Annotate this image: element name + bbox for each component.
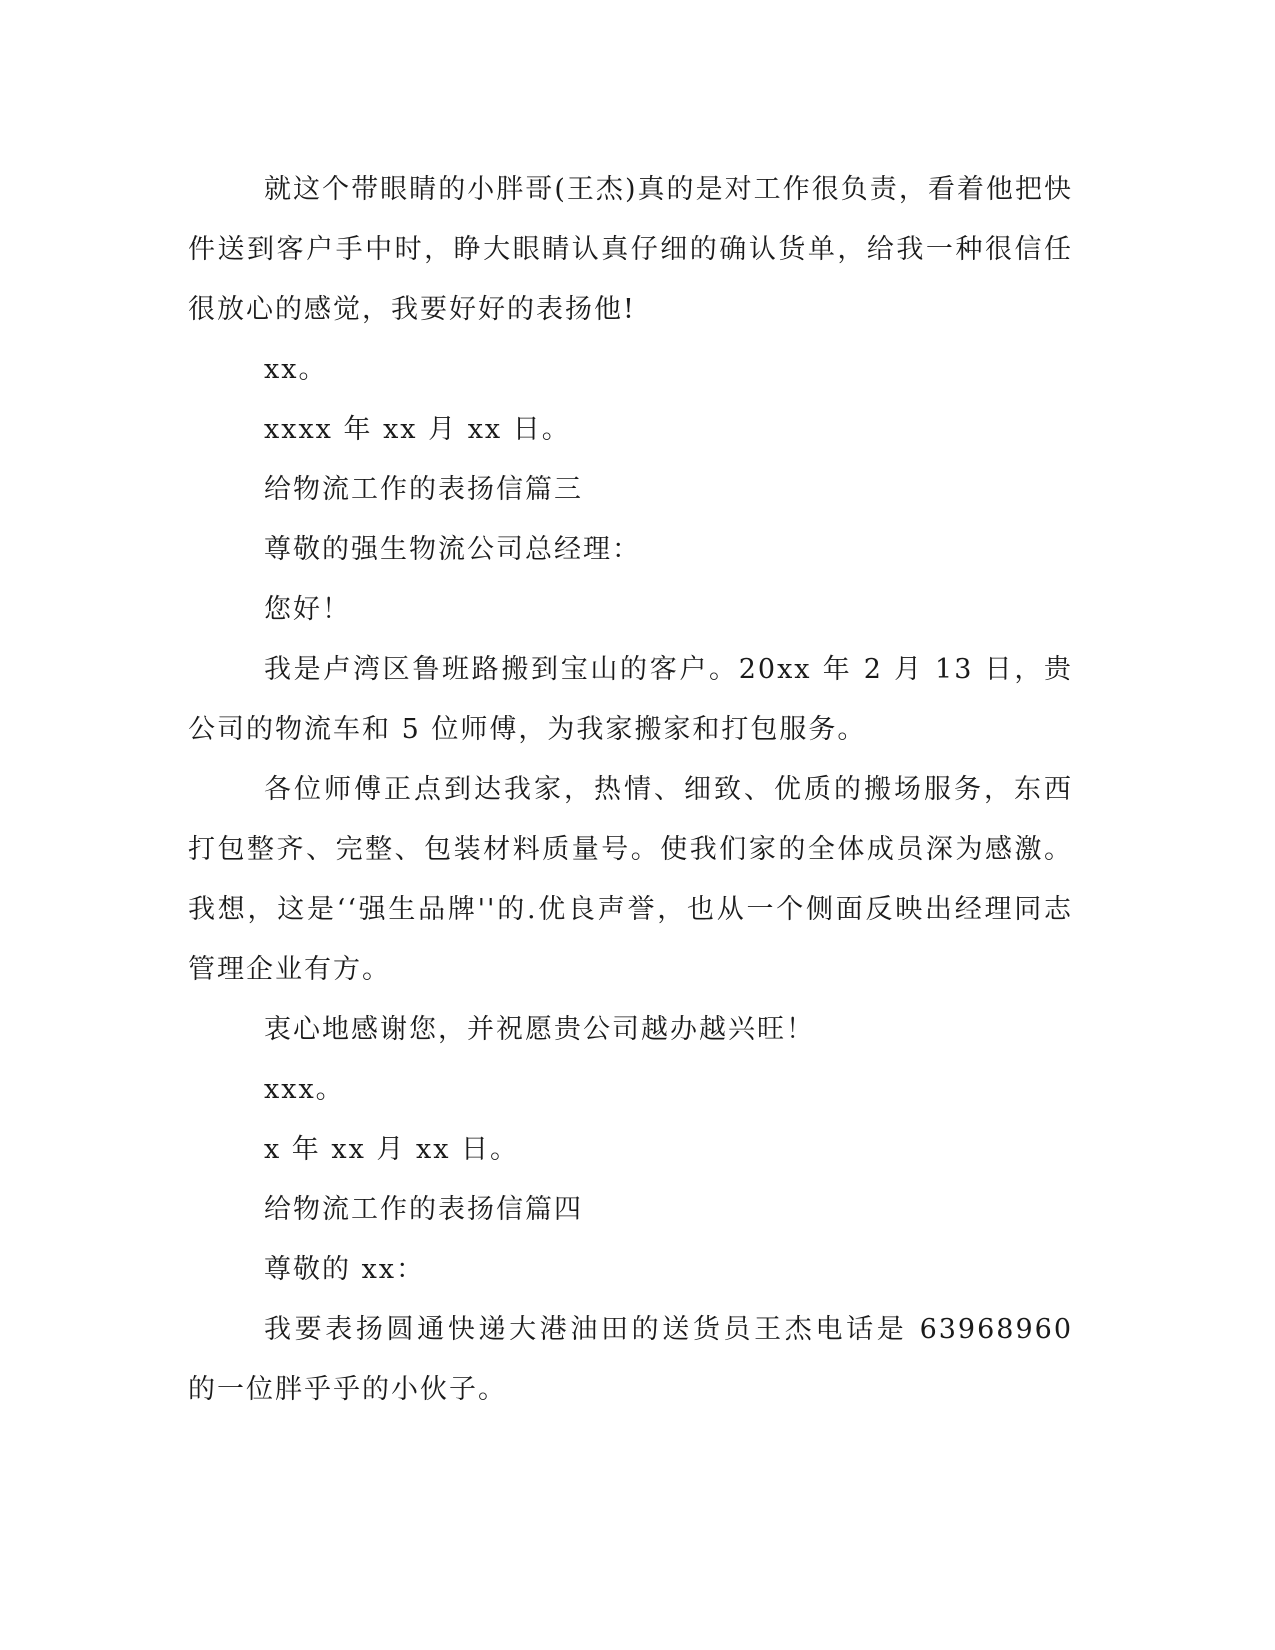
- section-title-4: 给物流工作的表扬信篇四: [264, 1194, 583, 1225]
- paragraph-thanks: 衷心地感谢您，并祝愿贵公司越办越兴旺！: [264, 1014, 815, 1045]
- section-title-3: 给物流工作的表扬信篇三: [264, 474, 583, 505]
- paragraph-service-praise: 各位师傅正点到达我家，热情、细致、优质的搬场服务，东西打包整齐、完整、包装材料质量号。使我们家的全体成员深为感激。我想，这是‘‘强生品牌''的.优良声誉，也从一个侧面反映出经理同志管理企业有方。: [188, 774, 1073, 985]
- signature-date-2: x 年 xx 月 xx 日。: [264, 1134, 520, 1165]
- signature-date: xxxx 年 xx 月 xx 日。: [264, 414, 571, 445]
- salutation: 尊敬的强生物流公司总经理：: [264, 534, 641, 565]
- paragraph-praise-wangjie: 就这个带眼睛的小胖哥(王杰)真的是对工作很负责，看着他把快件送到客户手中时，睁大眼睛认真仔细的确认货单，给我一种很信任很放心的感觉，我要好好的表扬他!: [188, 174, 1073, 325]
- signature-name-2: xxx。: [264, 1074, 345, 1105]
- greeting: 您好！: [264, 594, 351, 625]
- document-body: [188, 160, 1073, 1420]
- paragraph-praise-courier: 我要表扬圆通快递大港油田的送货员王杰电话是 63968960 的一位胖乎乎的小伙子。: [188, 1314, 1073, 1405]
- salutation-2: 尊敬的 xx：: [264, 1254, 426, 1285]
- signature-name: xx。: [264, 354, 328, 385]
- paragraph-customer-intro: 我是卢湾区鲁班路搬到宝山的客户。20xx 年 2 月 13 日，贵公司的物流车和 5 位师傅，为我家搬家和打包服务。: [188, 654, 1073, 745]
